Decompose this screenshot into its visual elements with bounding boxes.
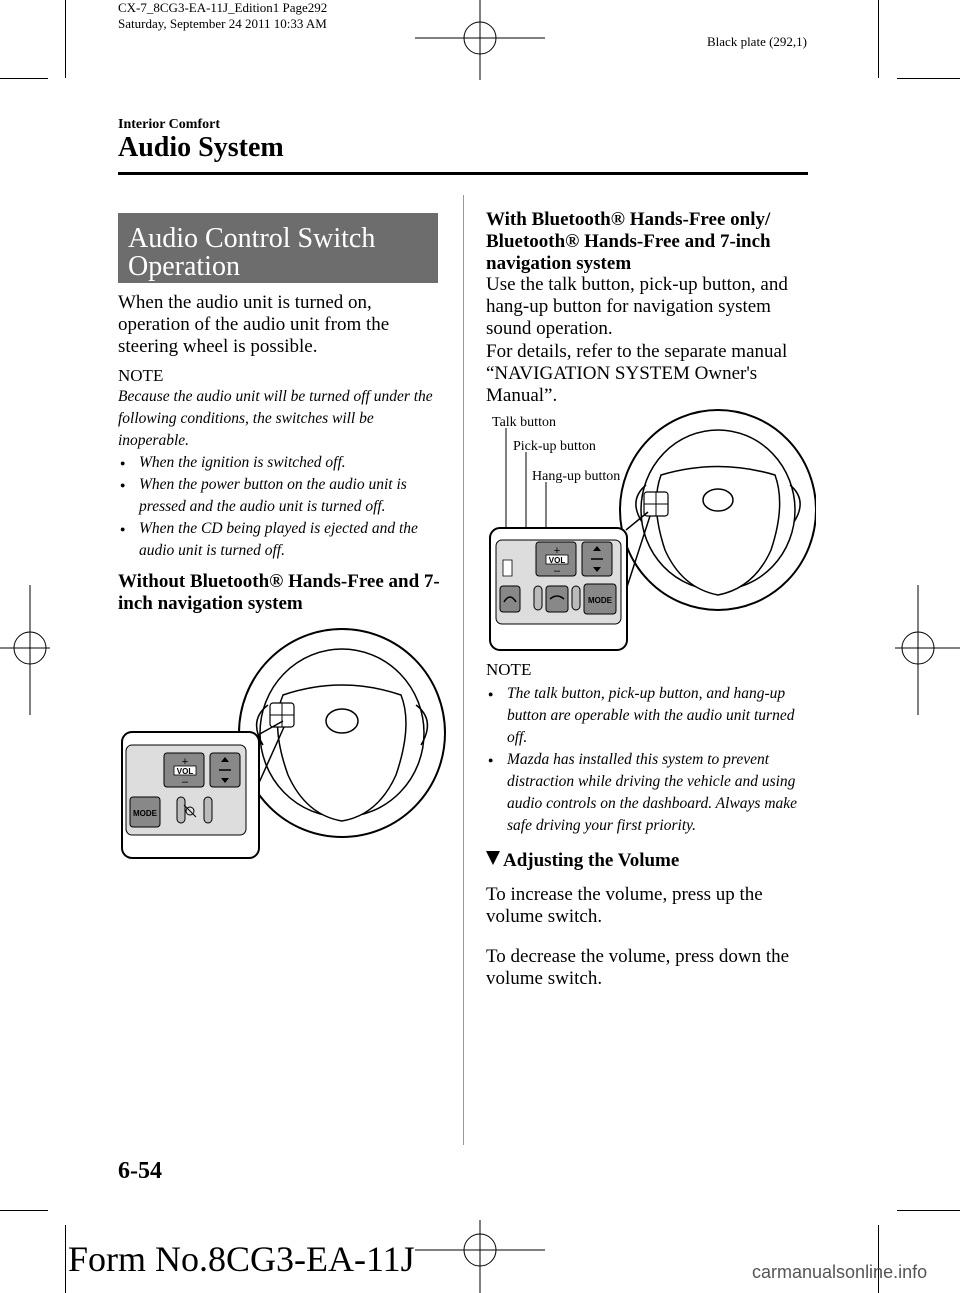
talk-button-icon (503, 560, 512, 576)
steering-wheel-figure-nav (486, 400, 816, 655)
crop-mark (897, 1210, 960, 1211)
note-bullet: ● When the power button on the audio unit is pressed and the audio unit is turned off. (118, 474, 443, 518)
plate-label: Black plate (292,1) (707, 34, 807, 49)
intro-paragraph: When the audio unit is turned on, operation of the audio unit from the steering wheel is possible. (118, 292, 390, 357)
svg-text:+: + (181, 756, 189, 768)
pickup-button (500, 586, 520, 612)
hangup-button (546, 586, 568, 612)
chapter-title: Audio System (118, 132, 284, 163)
svg-text:–: – (553, 565, 561, 577)
callout-talk-button: Talk button (492, 415, 556, 430)
page-number: 6-54 (118, 1158, 162, 1184)
note-bullet: ● When the ignition is switched off. (118, 452, 443, 474)
note-block (118, 386, 443, 562)
triangle-bullet-icon (486, 851, 500, 865)
banner-line-1: Audio Control Switch (128, 223, 376, 254)
vol-label: VOL (548, 556, 566, 565)
banner-line-2: Operation (128, 251, 240, 282)
callout-pickup-button: Pick-up button (513, 439, 596, 454)
print-file-line: CX-7_8CG3-EA-11J_Edition1 Page292 (118, 0, 328, 15)
hangup-toggle (572, 586, 580, 610)
svg-text:–: – (181, 776, 189, 788)
note-text: Because the audio unit will be turned off under the following conditions, the switches will be inoperable. (118, 388, 433, 449)
registration-target-icon (415, 0, 545, 80)
volume-heading-text: Adjusting the Volume (503, 850, 680, 871)
registration-target-icon (415, 1220, 545, 1293)
mode-label: MODE (133, 809, 157, 818)
crop-mark (0, 78, 48, 79)
body-paragraph: To decrease the volume, press down the volume switch. (486, 946, 790, 989)
body-paragraph: For details, refer to the separate manual “NAVIGATION SYSTEM Owner's Manual”. (486, 341, 788, 406)
volume-heading (486, 850, 679, 872)
registration-target-icon (0, 585, 50, 715)
callout-hangup-button: Hang-up button (532, 469, 621, 484)
crop-mark (897, 78, 960, 79)
note-bullet-list (486, 683, 812, 837)
steering-wheel-figure (118, 625, 448, 865)
section-label: Interior Comfort (118, 117, 220, 132)
watermark: carmanualsonline.info (752, 1262, 928, 1282)
steering-wheel-hub (278, 685, 406, 821)
svg-text:+: + (553, 545, 561, 557)
crop-mark (65, 0, 66, 78)
crop-mark (0, 1210, 48, 1211)
subsection-heading: With Bluetooth® Hands-Free only/ Bluetooth® Hands-Free and 7-inch navigation system (486, 209, 771, 274)
note-bullet-list (118, 452, 443, 562)
note-block (486, 683, 812, 837)
pickup-toggle (534, 586, 542, 610)
note-bullet: ● The talk button, pick-up button, and hang-up button are operable with the audio unit turned off. (486, 683, 812, 749)
mute-toggle (177, 797, 185, 823)
section-banner (118, 213, 438, 283)
form-number: Form No.8CG3-EA-11J (68, 1239, 415, 1279)
print-date-line: Saturday, September 24 2011 10:33 AM (118, 16, 327, 31)
registration-target-icon (895, 585, 960, 715)
vol-label: VOL (176, 767, 194, 776)
note-bullet: ● Mazda has installed this system to prevent distraction while driving the vehicle and using audio controls on the dashboard. Always make safe driving your first priority. (486, 749, 812, 837)
note-bullet: ● When the CD being played is ejected and the audio unit is turned off. (118, 518, 443, 562)
title-rule (118, 172, 808, 175)
mode-label: MODE (588, 596, 612, 605)
crop-mark (65, 1225, 66, 1293)
center-fold-line (463, 195, 464, 1145)
body-paragraph: To increase the volume, press up the volume switch. (486, 884, 763, 927)
side-toggle (204, 797, 212, 823)
note-heading: NOTE (118, 366, 164, 385)
body-paragraph: Use the talk button, pick-up button, and hang-up button for navigation system sound operation. (486, 274, 788, 339)
subsection-heading: Without Bluetooth® Hands-Free and 7-inch navigation system (118, 571, 440, 614)
note-heading: NOTE (486, 660, 532, 679)
crop-mark (878, 0, 879, 78)
